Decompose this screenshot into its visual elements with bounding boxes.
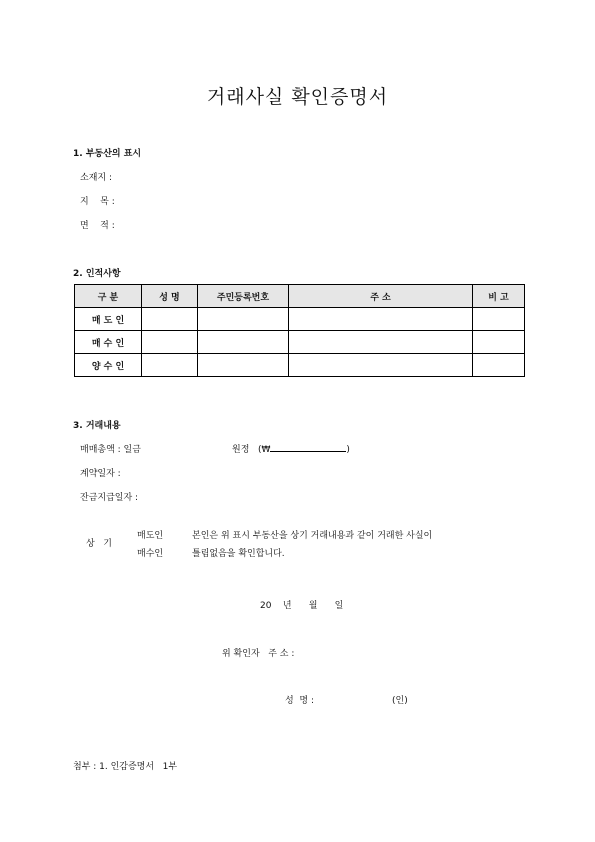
column-header-name: 성 명 bbox=[142, 285, 198, 308]
statement-line-2: 틀림없음을 확인합니다. bbox=[192, 549, 285, 559]
table-cell bbox=[473, 308, 525, 331]
statement-label: 상 기 bbox=[86, 539, 112, 549]
column-header-address: 주 소 bbox=[289, 285, 473, 308]
table-cell bbox=[142, 354, 198, 377]
field-contract-date: 계약일자 : bbox=[80, 469, 121, 479]
column-header-category: 구 분 bbox=[75, 285, 142, 308]
seal-mark: (인) bbox=[392, 696, 408, 706]
table-cell bbox=[473, 331, 525, 354]
field-area: 면 적 : bbox=[80, 221, 115, 231]
row-label-seller: 매 도 인 bbox=[75, 308, 142, 331]
row-label-transferee: 양 수 인 bbox=[75, 354, 142, 377]
column-header-resident-number: 주민등록번호 bbox=[198, 285, 289, 308]
table-cell bbox=[289, 331, 473, 354]
row-label-buyer: 매 수 인 bbox=[75, 331, 142, 354]
field-land-category: 지 목 : bbox=[80, 197, 115, 207]
table-row bbox=[75, 308, 525, 331]
column-header-remarks: 비 고 bbox=[473, 285, 525, 308]
table-cell bbox=[289, 308, 473, 331]
document-title: 거래사실 확인증명서 bbox=[206, 86, 389, 108]
section-heading-transaction: 3. 거래내용 bbox=[73, 421, 121, 431]
table-cell bbox=[142, 308, 198, 331]
field-currency-line bbox=[232, 442, 350, 455]
table-cell bbox=[473, 354, 525, 377]
attachment-line: 첨부 : 1. 인감증명서 1부 bbox=[73, 762, 178, 772]
table-header-row bbox=[75, 285, 525, 308]
statement-line-1: 본인은 위 표시 부동산을 상기 거래내용과 같이 거래한 사실이 bbox=[192, 531, 433, 541]
table-cell bbox=[198, 354, 289, 377]
field-balance-date: 잔금지급일자 : bbox=[80, 493, 139, 503]
statement-seller-label: 매도인 bbox=[137, 531, 164, 541]
currency-close: ) bbox=[346, 445, 350, 455]
table-cell bbox=[198, 331, 289, 354]
table-row bbox=[75, 354, 525, 377]
section-heading-personal-info: 2. 인적사항 bbox=[73, 269, 121, 279]
table-cell bbox=[289, 354, 473, 377]
statement-buyer-label: 매수인 bbox=[137, 549, 164, 559]
field-total-amount: 매매총액 : 일금 bbox=[80, 445, 141, 455]
table-row bbox=[75, 331, 525, 354]
currency-open: (₩ bbox=[257, 445, 271, 455]
table-cell bbox=[198, 308, 289, 331]
currency-label: 원정 bbox=[232, 445, 250, 455]
table-cell bbox=[142, 331, 198, 354]
section-heading-property: 1. 부동산의 표시 bbox=[73, 149, 142, 159]
date-line: 20 년 월 일 bbox=[260, 601, 344, 611]
personal-info-table bbox=[74, 284, 525, 377]
field-location: 소재지 : bbox=[80, 173, 112, 183]
confirmer-address-label: 위 확인자 주 소 : bbox=[222, 649, 295, 659]
amount-underline bbox=[270, 443, 346, 452]
signature-name-label: 성 명 : bbox=[285, 696, 315, 706]
